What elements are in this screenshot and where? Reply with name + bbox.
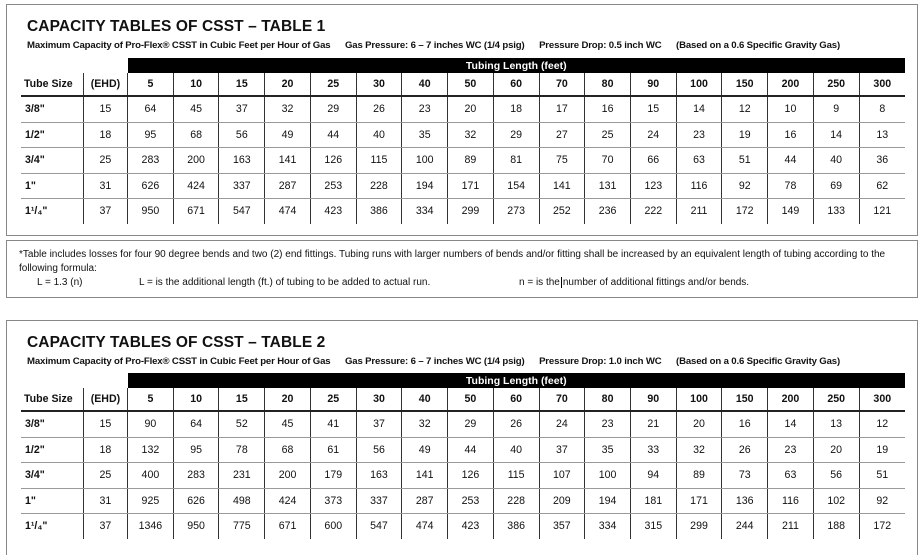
table-cell: 37 <box>539 437 585 463</box>
column-header: 100 <box>676 73 722 96</box>
table-cell: 95 <box>173 437 219 463</box>
column-header: (EHD) <box>83 388 127 411</box>
table-cell: 31 <box>83 173 127 199</box>
table-cell: 44 <box>768 148 814 174</box>
table-cell: 24 <box>630 122 676 148</box>
table-cell: 498 <box>219 488 265 514</box>
column-header: 250 <box>813 73 859 96</box>
tube-size-cell: 1¹/₄" <box>21 199 83 224</box>
table-cell: 626 <box>173 488 219 514</box>
column-header: 200 <box>768 388 814 411</box>
tube-size-cell: 1/2" <box>21 437 83 463</box>
table-1-capacity-text: Maximum Capacity of Pro-Flex® CSST in Cubic Feet per Hour of Gas <box>27 40 331 51</box>
table-cell: 29 <box>448 411 494 437</box>
table-cell: 423 <box>310 199 356 224</box>
table-cell: 163 <box>219 148 265 174</box>
table-cell: 334 <box>402 199 448 224</box>
formula-n-definition-b: number of additional fittings and/or bends. <box>562 277 750 288</box>
column-header: 60 <box>493 388 539 411</box>
table-cell: 100 <box>402 148 448 174</box>
column-header: Tube Size <box>21 73 83 96</box>
table-cell: 31 <box>83 488 127 514</box>
table-2-gravity-text: (Based on a 0.6 Specific Gravity Gas) <box>676 356 841 367</box>
table-cell: 9 <box>813 96 859 122</box>
table-cell: 123 <box>630 173 676 199</box>
table-cell: 14 <box>768 411 814 437</box>
table-2-pressure-text: Gas Pressure: 6 – 7 inches WC (1/4 psig) <box>344 356 525 367</box>
tubing-length-header: Tubing Length (feet) <box>128 373 905 388</box>
table-cell: 32 <box>676 437 722 463</box>
tube-size-cell: 1/2" <box>21 122 83 148</box>
table-cell: 283 <box>128 148 174 174</box>
table-cell: 424 <box>265 488 311 514</box>
column-header: 40 <box>402 388 448 411</box>
table-cell: 474 <box>265 199 311 224</box>
table-cell: 181 <box>630 488 676 514</box>
column-header: 50 <box>448 73 494 96</box>
tube-size-cell: 3/4" <box>21 463 83 489</box>
table-cell: 116 <box>676 173 722 199</box>
table-cell: 37 <box>83 199 127 224</box>
table-row <box>21 173 905 199</box>
table-cell: 70 <box>585 148 631 174</box>
table-cell: 337 <box>219 173 265 199</box>
column-header: 100 <box>676 388 722 411</box>
table-cell: 23 <box>768 437 814 463</box>
table-cell: 44 <box>310 122 356 148</box>
table-cell: 78 <box>219 437 265 463</box>
table-2-title: CAPACITY TABLES OF CSST – TABLE 2 <box>27 334 326 351</box>
table-cell: 121 <box>873 205 892 218</box>
table-cell: 33 <box>630 437 676 463</box>
table-cell: 136 <box>722 488 768 514</box>
column-header: 50 <box>448 388 494 411</box>
table-row <box>21 463 905 489</box>
table-cell: 253 <box>310 173 356 199</box>
formula-n-definition-a: n = is the <box>519 277 560 288</box>
tube-size-cell: 3/8" <box>21 96 83 122</box>
table-cell: 75 <box>539 148 585 174</box>
table-cell: 26 <box>356 96 402 122</box>
table-row <box>21 96 905 122</box>
table-row <box>21 488 905 514</box>
table-cell: 20 <box>448 96 494 122</box>
table-cell: 94 <box>630 463 676 489</box>
table-cell: 357 <box>539 514 585 539</box>
table-cell: 17 <box>539 96 585 122</box>
table-cell: 45 <box>265 411 311 437</box>
table-cell: 56 <box>813 463 859 489</box>
table-cell: 149 <box>768 199 814 224</box>
table-cell: 51 <box>722 148 768 174</box>
table-cell: 386 <box>356 199 402 224</box>
table-cell: 68 <box>265 437 311 463</box>
table-cell: 283 <box>173 463 219 489</box>
tube-size-cell: 1¹/₄" <box>21 514 83 539</box>
table-cell: 231 <box>219 463 265 489</box>
column-header: 15 <box>219 73 265 96</box>
capacity-table-1-panel <box>6 4 918 236</box>
table-row <box>21 437 905 463</box>
table-cell: 8 <box>859 96 905 122</box>
table-cell: 126 <box>310 148 356 174</box>
table-cell: 131 <box>585 173 631 199</box>
table-cell: 61 <box>310 437 356 463</box>
table-cell: 62 <box>859 173 905 199</box>
tube-size-cell: 1" <box>21 173 83 199</box>
table-cell: 35 <box>585 437 631 463</box>
table-cell: 36 <box>859 148 905 174</box>
table-cell: 41 <box>310 411 356 437</box>
table-cell: 25 <box>585 122 631 148</box>
column-header: 30 <box>356 388 402 411</box>
table-row <box>21 148 905 174</box>
table-cell: 19 <box>722 122 768 148</box>
table-cell: 925 <box>128 488 174 514</box>
column-header-row <box>21 73 905 96</box>
table-cell: 16 <box>585 96 631 122</box>
footnote-formula-row <box>19 276 907 290</box>
column-header: 300 <box>859 388 905 411</box>
table-cell: 373 <box>310 488 356 514</box>
column-header: 150 <box>722 388 768 411</box>
table-cell: 115 <box>493 463 539 489</box>
table-cell: 44 <box>448 437 494 463</box>
table-cell: 29 <box>493 122 539 148</box>
table-cell: 116 <box>768 488 814 514</box>
table-cell: 400 <box>128 463 174 489</box>
table-cell: 273 <box>493 199 539 224</box>
capacity-table-2 <box>21 373 905 539</box>
tubing-length-header: Tubing Length (feet) <box>128 58 905 73</box>
table-row <box>21 199 905 224</box>
table-cell: 14 <box>813 122 859 148</box>
table-cell: 12 <box>722 96 768 122</box>
table-cell: 244 <box>722 514 768 539</box>
band-spacer <box>21 373 128 388</box>
table-cell: 95 <box>128 122 174 148</box>
column-header-row <box>21 388 905 411</box>
formula-l-definition: L = is the additional length (ft.) of tubing to be added to actual run. <box>139 277 431 288</box>
table-1-subtitle <box>7 36 917 51</box>
table-cell: 209 <box>539 488 585 514</box>
table-cell: 63 <box>676 148 722 174</box>
formula-expression: L = 1.3 (n) <box>37 277 83 288</box>
table-cell: 287 <box>402 488 448 514</box>
table-cell: 49 <box>402 437 448 463</box>
table-cell: 126 <box>448 463 494 489</box>
table-cell: 92 <box>722 173 768 199</box>
column-header: 40 <box>402 73 448 96</box>
table-cell: 21 <box>630 411 676 437</box>
table-cell: 775 <box>219 514 265 539</box>
table-2-subtitle <box>7 352 917 367</box>
table-2-drop-text: Pressure Drop: 1.0 inch WC <box>539 356 662 367</box>
table-cell: 671 <box>173 199 219 224</box>
table-cell: 188 <box>813 514 859 539</box>
column-header: 10 <box>173 388 219 411</box>
table-cell: 10 <box>768 96 814 122</box>
table-cell: 90 <box>128 411 174 437</box>
table-cell: 23 <box>585 411 631 437</box>
table-cell: 37 <box>219 96 265 122</box>
column-header: 15 <box>219 388 265 411</box>
table-cell: 23 <box>676 122 722 148</box>
table-cell: 671 <box>265 514 311 539</box>
table-cell: 141 <box>402 463 448 489</box>
band-spacer <box>21 58 128 73</box>
table-cell: 45 <box>173 96 219 122</box>
table-cell: 68 <box>173 122 219 148</box>
table-cell: 107 <box>539 463 585 489</box>
table-cell: 424 <box>173 173 219 199</box>
table-cell: 14 <box>676 96 722 122</box>
table-cell: 200 <box>265 463 311 489</box>
table-cell: 27 <box>539 122 585 148</box>
table-cell: 32 <box>402 411 448 437</box>
column-header: (EHD) <box>83 73 127 96</box>
column-header: 90 <box>630 388 676 411</box>
column-header: 80 <box>585 73 631 96</box>
table-1-gravity-text: (Based on a 0.6 Specific Gravity Gas) <box>676 40 841 51</box>
column-header: Tube Size <box>21 388 83 411</box>
table-cell: 200 <box>173 148 219 174</box>
footnote-text: *Table includes losses for four 90 degree bends and two (2) end fittings. Tubing runs with larger numbers of bends and/or fitting shall be increased by an equivalent length of tubing according to the following formula: <box>19 249 886 274</box>
table-cell: 600 <box>310 514 356 539</box>
column-header: 200 <box>768 73 814 96</box>
column-header: 20 <box>265 73 311 96</box>
formula-n-definition <box>519 276 749 290</box>
table-cell: 171 <box>676 488 722 514</box>
table-cell: 626 <box>128 173 174 199</box>
table-cell: 73 <box>722 463 768 489</box>
column-header: 20 <box>265 388 311 411</box>
column-header: 25 <box>310 73 356 96</box>
table-cell: 547 <box>356 514 402 539</box>
table-cell: 13 <box>813 411 859 437</box>
table-cell: 12 <box>859 411 905 437</box>
table-cell: 115 <box>356 148 402 174</box>
table-cell: 252 <box>539 199 585 224</box>
table-cell: 32 <box>265 96 311 122</box>
table-cell: 25 <box>83 148 127 174</box>
table-cell: 37 <box>83 514 127 539</box>
table-row <box>21 514 905 539</box>
table-cell: 100 <box>585 463 631 489</box>
capacity-table-1 <box>21 58 905 224</box>
column-header: 30 <box>356 73 402 96</box>
column-header: 250 <box>813 388 859 411</box>
tube-size-cell: 3/4" <box>21 148 83 174</box>
table-cell: 32 <box>448 122 494 148</box>
table-cell: 23 <box>402 96 448 122</box>
table-cell: 52 <box>219 411 265 437</box>
table-row <box>21 411 905 437</box>
table-cell: 19 <box>859 437 905 463</box>
table-cell: 334 <box>585 514 631 539</box>
table-cell: 194 <box>585 488 631 514</box>
table-cell: 172 <box>722 199 768 224</box>
column-header: 80 <box>585 388 631 411</box>
table-cell: 16 <box>722 411 768 437</box>
table-cell: 133 <box>813 199 859 224</box>
table-row <box>21 122 905 148</box>
table-cell: 386 <box>493 514 539 539</box>
table-cell: 92 <box>859 488 905 514</box>
table-cell: 40 <box>813 148 859 174</box>
table-2-capacity-text: Maximum Capacity of Pro-Flex® CSST in Cubic Feet per Hour of Gas <box>27 356 331 367</box>
table-cell: 24 <box>539 411 585 437</box>
table-cell: 29 <box>310 96 356 122</box>
table-cell: 211 <box>676 199 722 224</box>
table-cell: 102 <box>813 488 859 514</box>
table-cell: 78 <box>768 173 814 199</box>
table-cell: 228 <box>356 173 402 199</box>
table-cell: 18 <box>493 96 539 122</box>
table-cell: 287 <box>265 173 311 199</box>
table-cell: 64 <box>173 411 219 437</box>
column-header: 5 <box>128 388 174 411</box>
table-cell: 89 <box>448 148 494 174</box>
table-cell: 253 <box>448 488 494 514</box>
table-cell: 236 <box>585 199 631 224</box>
table-cell: 51 <box>859 463 905 489</box>
table-cell: 15 <box>630 96 676 122</box>
capacity-table-2-panel <box>6 320 918 555</box>
table-cell: 132 <box>128 437 174 463</box>
table-cell: 26 <box>722 437 768 463</box>
table-cell: 15 <box>83 411 127 437</box>
table-cell: 26 <box>493 411 539 437</box>
table-cell: 69 <box>813 173 859 199</box>
table-cell: 154 <box>493 173 539 199</box>
tubing-length-band <box>21 373 905 388</box>
table-cell: 299 <box>448 199 494 224</box>
table-cell: 141 <box>265 148 311 174</box>
table-1-title: CAPACITY TABLES OF CSST – TABLE 1 <box>27 18 326 35</box>
table-cell: 337 <box>356 488 402 514</box>
table-cell: 163 <box>356 463 402 489</box>
table-cell: 950 <box>173 514 219 539</box>
table-cell: 315 <box>630 514 676 539</box>
table-cell: 66 <box>630 148 676 174</box>
table-cell: 13 <box>859 122 905 148</box>
table-cell: 194 <box>402 173 448 199</box>
table-cell: 547 <box>219 199 265 224</box>
table-1-pressure-text: Gas Pressure: 6 – 7 inches WC (1/4 psig) <box>344 40 525 51</box>
table-cell: 20 <box>813 437 859 463</box>
tubing-length-band <box>21 58 905 73</box>
column-header: 90 <box>630 73 676 96</box>
column-header: 70 <box>539 388 585 411</box>
table-cell: 37 <box>356 411 402 437</box>
table-cell: 141 <box>539 173 585 199</box>
table-cell: 56 <box>356 437 402 463</box>
table-cell: 474 <box>402 514 448 539</box>
column-header: 300 <box>859 73 905 96</box>
table-cell: 20 <box>676 411 722 437</box>
table-cell: 35 <box>402 122 448 148</box>
table-cell: 18 <box>83 122 127 148</box>
column-header: 5 <box>128 73 174 96</box>
table-cell: 81 <box>493 148 539 174</box>
table-cell: 18 <box>83 437 127 463</box>
table-cell: 172 <box>873 520 892 533</box>
tube-size-cell: 1" <box>21 488 83 514</box>
table-cell: 49 <box>265 122 311 148</box>
table-cell: 56 <box>219 122 265 148</box>
tube-size-cell: 3/8" <box>21 411 83 437</box>
table-cell: 16 <box>768 122 814 148</box>
column-header: 150 <box>722 73 768 96</box>
table-cell: 25 <box>83 463 127 489</box>
table-cell: 423 <box>448 514 494 539</box>
table-cell: 64 <box>128 96 174 122</box>
column-header: 60 <box>493 73 539 96</box>
table-cell: 222 <box>630 199 676 224</box>
table-cell: 40 <box>356 122 402 148</box>
table-cell: 211 <box>768 514 814 539</box>
table-cell: 171 <box>448 173 494 199</box>
table-cell: 1346 <box>128 514 174 539</box>
table-cell: 179 <box>310 463 356 489</box>
table-cell: 950 <box>128 199 174 224</box>
column-header: 70 <box>539 73 585 96</box>
table-cell: 63 <box>768 463 814 489</box>
table-cell: 15 <box>83 96 127 122</box>
table-footnote <box>6 240 918 298</box>
table-cell: 89 <box>676 463 722 489</box>
table-1-drop-text: Pressure Drop: 0.5 inch WC <box>539 40 662 51</box>
column-header: 10 <box>173 73 219 96</box>
table-cell: 40 <box>493 437 539 463</box>
column-header: 25 <box>310 388 356 411</box>
table-cell: 228 <box>493 488 539 514</box>
table-cell: 299 <box>676 514 722 539</box>
